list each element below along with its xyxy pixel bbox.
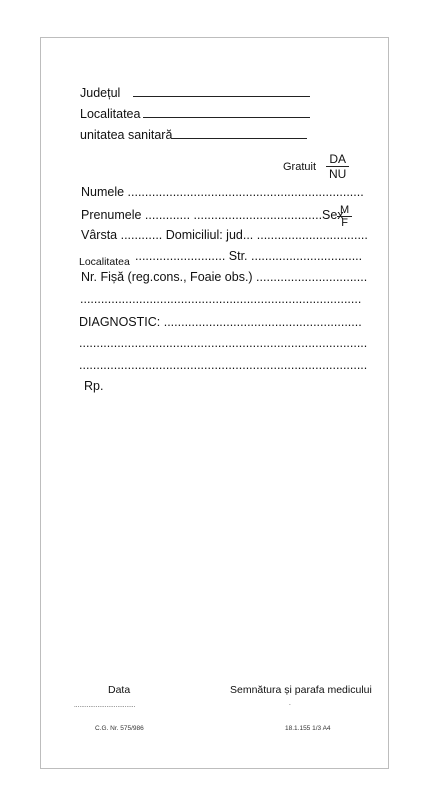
nume-line[interactable]: Numele .................................................................... — [81, 185, 364, 199]
prenume-line[interactable]: Prenumele ............. .....................................Sex — [81, 208, 344, 222]
semnatura-dot[interactable]: . — [289, 700, 291, 707]
gratuit-yes[interactable]: DA — [326, 152, 349, 167]
diagnostic-line-3[interactable]: ................................................................................... — [79, 358, 368, 372]
diagnostic-line-2[interactable]: ................................................................................... — [79, 336, 368, 350]
sex-m[interactable]: M — [337, 204, 352, 217]
gratuit-no[interactable]: NU — [329, 167, 347, 181]
gratuit-label: Gratuit — [283, 161, 317, 173]
judet-label: Județul — [80, 86, 121, 100]
nr-fisa-line[interactable]: Nr. Fișă (reg.cons., Foaie obs.) ................................ — [81, 270, 368, 284]
rp-label: Rp. — [84, 379, 104, 393]
gratuit-options[interactable] — [326, 152, 349, 181]
strada-line[interactable]: .......................... Str. ................................ — [135, 249, 363, 263]
sex-options[interactable] — [337, 204, 352, 229]
localitate-field[interactable] — [143, 117, 310, 118]
unitate-label: unitatea sanitară — [80, 128, 173, 142]
semnatura-label: Semnătura și parafa medicului — [230, 684, 372, 696]
sex-f[interactable]: F — [341, 217, 348, 229]
form-ref: 18.1.155 1/3 A4 — [285, 725, 331, 732]
varsta-line[interactable]: Vârsta ............ Domiciliul: jud... ................................ — [81, 228, 368, 242]
data-label: Data — [108, 684, 131, 696]
dots-line[interactable]: ................................................................................. — [80, 292, 362, 306]
localitatea-small-label: Localitatea — [79, 256, 130, 268]
judet-field[interactable] — [133, 96, 310, 97]
diagnostic-line[interactable]: DIAGNOSTIC: ......................................................... — [79, 315, 362, 329]
data-dots[interactable]: .................................. — [74, 702, 136, 709]
localitate-label: Localitatea — [80, 107, 141, 121]
unitate-field[interactable] — [172, 138, 307, 139]
form-code: C.G. Nr. 575/986 — [95, 725, 144, 732]
prescription-form — [40, 37, 389, 769]
